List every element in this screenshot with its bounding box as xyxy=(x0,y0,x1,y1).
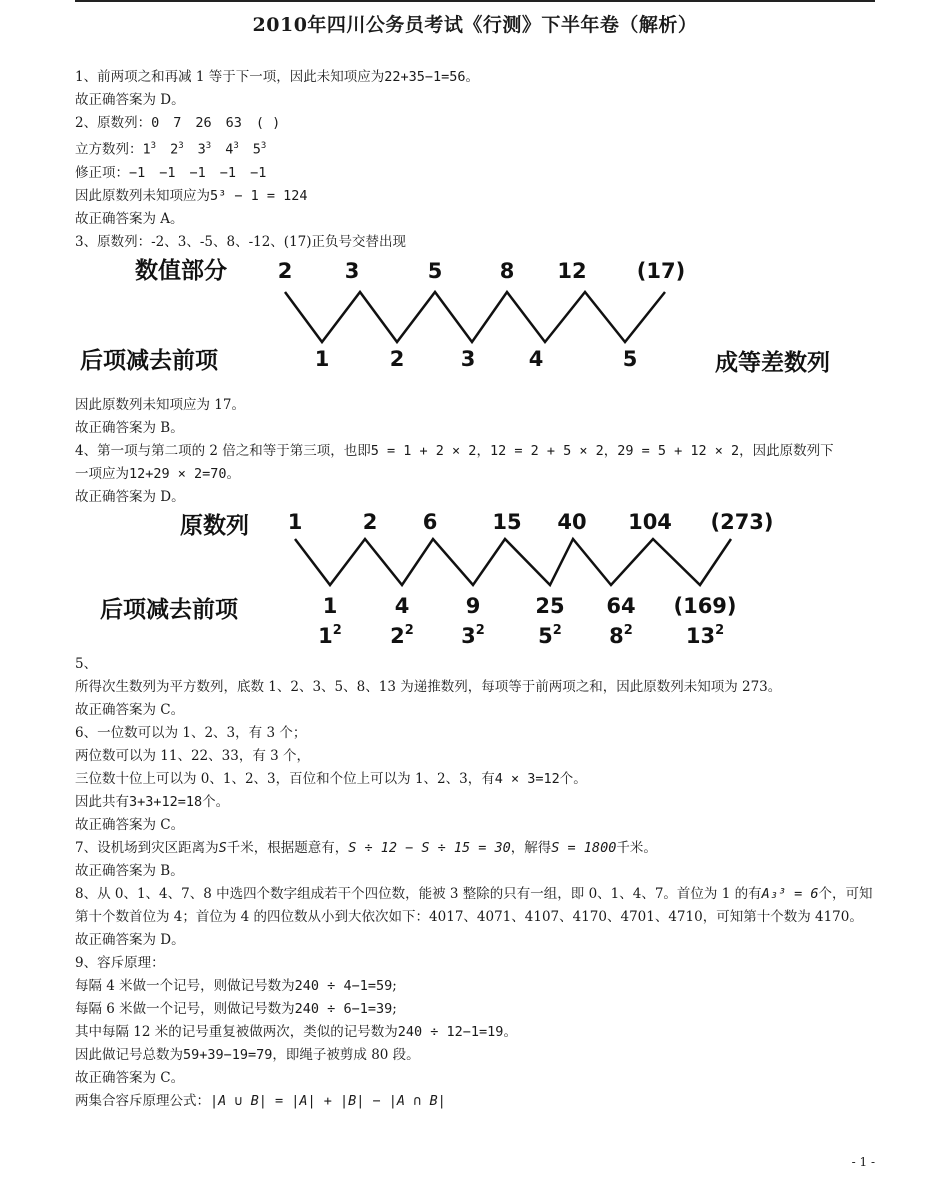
q4-square: $3^2$ xyxy=(461,622,485,648)
q6-line4: 因此共有3+3+12=18个。 xyxy=(75,793,230,810)
page-title: 2010年四川公务员考试《行测》下半年卷（解析） xyxy=(252,14,698,36)
q3-bottom-value: 2 xyxy=(389,346,405,371)
q4-bottom-value: 4 xyxy=(394,593,410,618)
q3-zigzag-line xyxy=(285,292,665,342)
q5-answer: 故正确答案为 C。 xyxy=(75,701,185,718)
q4-square: $8^2$ xyxy=(609,622,633,648)
q9-line1: 9、容斥原理： xyxy=(75,954,165,971)
q4-bottom-value: (169) xyxy=(673,593,737,618)
q9-line3: 每隔 6 米做一个记号，则做记号数为240 ÷ 6−1=39; xyxy=(75,1000,397,1017)
q4-square: $1^2$ xyxy=(318,622,342,648)
q9-answer: 故正确答案为 C。 xyxy=(75,1069,185,1086)
q4-bottom-value: 64 xyxy=(606,593,636,618)
q4-text: 4、第一项与第二项的 2 倍之和等于第三项，也即5 = 1 + 2 × 2，12 = 2 + 5 × 2，29 = 5 + 12 × 2，因此原数列下 xyxy=(75,442,834,459)
q4-square: $13^2$ xyxy=(685,622,725,648)
q4-square: $2^2$ xyxy=(390,622,414,648)
q6-line3: 三位数十位上可以为 0、1、2、3，百位和个位上可以为 1、2、3，有4 × 3=12个。 xyxy=(75,770,587,787)
q4-top-value: 15 xyxy=(492,509,522,534)
q3-top-value: 5 xyxy=(427,258,443,283)
q5-number: 5、 xyxy=(75,655,98,672)
q7-answer: 故正确答案为 B。 xyxy=(75,862,184,879)
q2-cubes: 立方数列：$1^3$ $2^3$ $3^3$ $4^3$ $5^3$ xyxy=(75,141,267,158)
q3-label-values: 数值部分 xyxy=(135,257,227,284)
q4-zigzag-line xyxy=(295,539,731,585)
q4-top-value: 40 xyxy=(557,509,587,534)
q5-text: 所得次生数列为平方数列，底数 1、2、3、5、8、13 为递推数列，每项等于前两项之和，因此原数列未知项为 273。 xyxy=(75,678,782,695)
q4-square: $5^2$ xyxy=(538,622,562,648)
q8-text: 8、从 0、1、4、7、8 中选四个数字组成若干个四位数，能被 3 整除的只有一组，即 0、1、4、7。首位为 1 的有A₃³ = 6个，可知第十个数首位为 4；首位为 4 的四位数从小到大依次如下：4017、4071、4107、4170、4701、4710，可知第十个数为 4170。 xyxy=(75,885,873,925)
q3-top-value: 12 xyxy=(557,258,587,283)
q2-answer: 故正确答案为 A。 xyxy=(75,210,184,227)
q3-top-value: 2 xyxy=(277,258,293,283)
q3-top-value: (17) xyxy=(636,258,686,283)
q4-zigzag-diagram xyxy=(75,509,875,653)
q3-diagram-svg xyxy=(75,254,875,394)
q6-line2: 两位数可以为 11、22、33，有 3 个， xyxy=(75,747,310,764)
document-body xyxy=(75,66,875,1113)
q3-bottom-value: 3 xyxy=(460,346,476,371)
q1-text: 1、前两项之和再减 1 等于下一项，因此未知项应为22+35−1=56。 xyxy=(75,69,480,85)
q3-text: 3、原数列：-2、3、-5、8、-12、(17)正负号交替出现 xyxy=(75,233,407,250)
q3-top-value: 8 xyxy=(499,258,515,283)
q6-answer: 故正确答案为 C。 xyxy=(75,816,185,833)
top-rule xyxy=(75,0,875,2)
q4-top-value: 6 xyxy=(422,509,438,534)
q6-line1: 6、一位数可以为 1、2、3，有 3 个； xyxy=(75,724,307,741)
q3-bottom-value: 1 xyxy=(314,346,330,371)
page-number: - 1 - xyxy=(851,1155,875,1169)
q3-bottom-value: 5 xyxy=(622,346,638,371)
q4-bottom-value: 9 xyxy=(465,593,481,618)
q1-answer: 故正确答案为 D。 xyxy=(75,92,185,108)
q4-top-value: (273) xyxy=(710,509,774,534)
q4-label-diff: 后项减去前项 xyxy=(100,596,238,623)
q9-line2: 每隔 4 米做一个记号，则做记号数为240 ÷ 4−1=59; xyxy=(75,977,397,994)
q9-formula-line: 两集合容斥原理公式：|A ∪ B| = |A| + |B| − |A ∩ B| xyxy=(75,1092,446,1109)
q3-answer: 故正确答案为 B。 xyxy=(75,419,184,436)
q3-zigzag-diagram xyxy=(75,254,875,394)
q4-label-original: 原数列 xyxy=(180,512,249,539)
q3-bottom-value: 4 xyxy=(528,346,544,371)
q4-top-value: 2 xyxy=(362,509,378,534)
q4-answer: 故正确答案为 D。 xyxy=(75,488,185,505)
q4-diagram-svg xyxy=(75,509,875,653)
q3-label-arith: 成等差数列 xyxy=(715,349,830,376)
q8-answer: 故正确答案为 D。 xyxy=(75,931,185,948)
q4-bottom-value: 1 xyxy=(322,593,338,618)
q2-conclusion: 因此原数列未知项应为5³ − 1 = 124 xyxy=(75,187,308,204)
q4-bottom-value: 25 xyxy=(535,593,565,618)
q9-line4: 其中每隔 12 米的记号重复被做两次，类似的记号数为240 ÷ 12−1=19。 xyxy=(75,1023,517,1040)
q4-top-value: 1 xyxy=(287,509,303,534)
q2-sequence: 2、原数列：0 7 26 63 ( ) xyxy=(75,115,281,131)
q7-text: 7、设机场到灾区距离为S千米，根据题意有，S ÷ 12 − S ÷ 15 = 30，解得S = 1800千米。 xyxy=(75,839,657,856)
q4-text-cont: 一项应为12+29 × 2=70。 xyxy=(75,465,241,482)
q3-conclusion: 因此原数列未知项应为 17。 xyxy=(75,396,245,413)
q2-corrections: 修正项：−1 −1 −1 −1 −1 xyxy=(75,164,267,181)
q3-top-value: 3 xyxy=(344,258,360,283)
q9-line5: 因此做记号总数为59+39−19=79，即绳子被剪成 80 段。 xyxy=(75,1046,420,1063)
q4-top-value: 104 xyxy=(628,509,672,534)
q3-label-diff: 后项减去前项 xyxy=(80,347,218,374)
